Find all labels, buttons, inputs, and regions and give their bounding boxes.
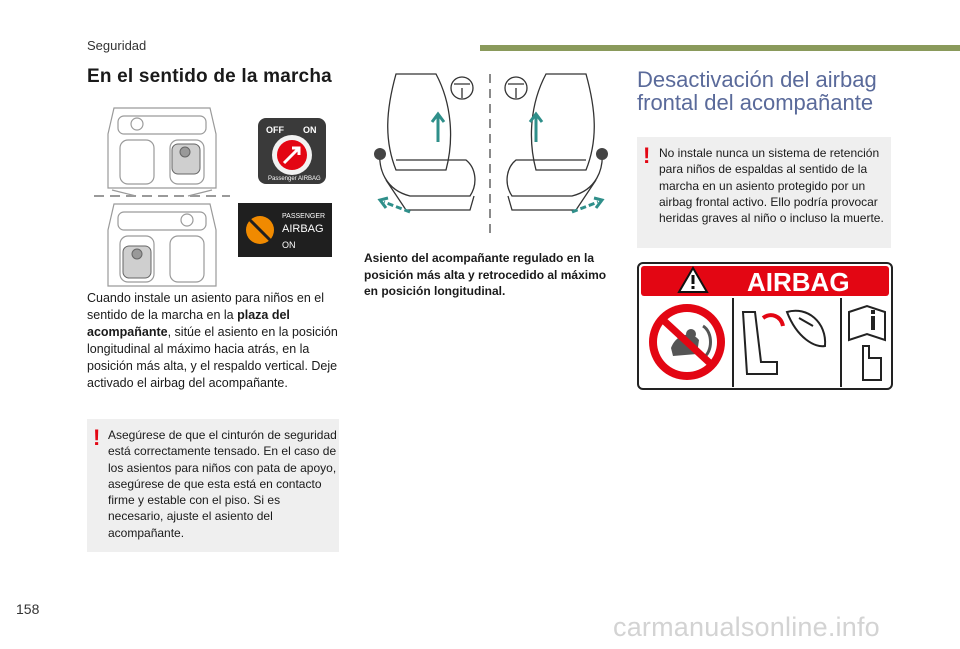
page-number: 158 [16, 601, 40, 617]
indicator-line-1: PASSENGER [282, 213, 326, 220]
watermark: carmanualsonline.info [613, 612, 880, 642]
switch-off-label: OFF [266, 125, 284, 135]
warning-exclamation-icon: ! [643, 143, 651, 168]
switch-on-label: ON [303, 125, 317, 135]
rear-facing-warning-text: No instale nunca un sistema de retención para niños de espaldas al sentido de la marcha en un asiento protegido por un airbag frontal activo. Ello podría provocar heridas graves al niño o incluso la muerte. [659, 146, 884, 226]
indicator-line-2: AIRBAG [282, 223, 324, 235]
belt-warning-text: Asegúrese de que el cinturón de seguridad está correctamente tensado. En el caso de los asientos para niños con pata de apoyo, asegúrese de que esta está en contacto firme y estable con el piso. Si es necesario, ajuste el asiento del acompañante. [108, 428, 337, 540]
indicator-line-3: ON [282, 240, 296, 250]
airbag-switch-illustration [258, 118, 326, 184]
no-rear-facing-child-seat-icon [649, 304, 725, 380]
belt-warning-box [87, 419, 339, 552]
airbag-warning-label [637, 262, 893, 390]
rear-facing-warning-box [637, 137, 891, 248]
seat-figure-caption: Asiento del acompañante regulado en la posición más alta y retrocedido al máximo en posición longitudinal. [364, 251, 607, 298]
passenger-airbag-on-indicator [238, 203, 332, 257]
paragraph-bold-text: plaza del acompañante [87, 308, 290, 339]
section-title-airbag-deactivation: Desactivación del airbag frontal del acompañante [637, 67, 877, 115]
warning-exclamation-icon: ! [93, 425, 101, 450]
section-label: Seguridad [87, 38, 147, 53]
header-accent-bar [480, 45, 960, 51]
switch-ring-label: Passenger AIRBAG [268, 176, 321, 182]
car-top-view-illustration [92, 104, 232, 289]
paragraph-text-1: Cuando instale un asiento para niños en el sentido de la marcha en la [87, 291, 324, 322]
paragraph-text-2: , sitúe el asiento en la posición longitudinal al máximo hacia atrás, en la posición más alta, y el respaldo vertical. Deje activado el airbag del acompañante. [87, 325, 338, 390]
airbag-label-title: AIRBAG [747, 267, 850, 297]
forward-facing-instructions [87, 290, 347, 392]
section-title-forward-facing: En el sentido de la marcha [87, 66, 332, 87]
seat-adjustment-illustration [366, 70, 616, 240]
